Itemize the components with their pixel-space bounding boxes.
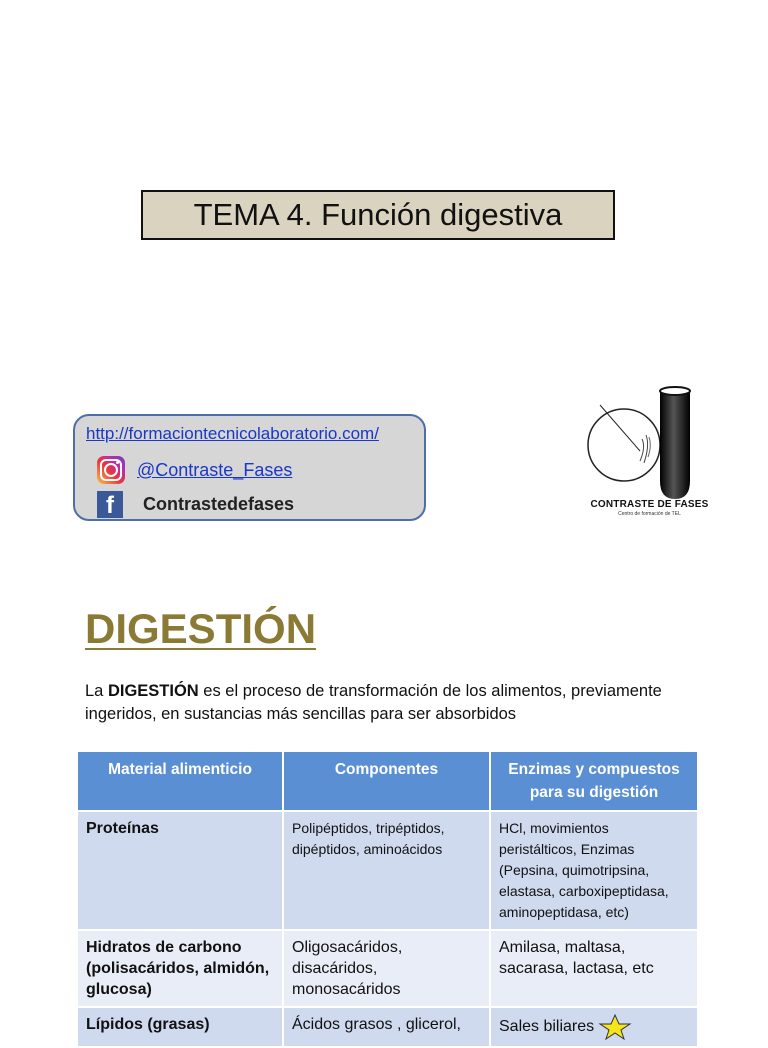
cell-componentes: Ácidos grasos , glicerol,: [283, 1007, 490, 1047]
header-componentes: Componentes: [283, 752, 490, 811]
facebook-icon[interactable]: f: [97, 491, 123, 518]
cell-enzimas-container: [490, 1007, 698, 1047]
page-title: [141, 190, 615, 240]
star-icon: [598, 1014, 632, 1040]
contact-box: [73, 414, 426, 521]
cell-enzimas: HCl, movimientos peristálticos, Enzimas (Pepsina, quimotripsina, elastasa, carboxipeptidasa, aminopeptidasa, etc): [490, 811, 698, 930]
section-heading: DIGESTIÓN: [85, 605, 317, 652]
intro-rest: es el proceso de transformación de los alimentos, previamente ingeridos, en sustancias más sencillas para ser absorbidos: [85, 682, 662, 723]
contraste-de-fases-logo: [582, 383, 717, 518]
cell-componentes: Oligosacáridos, disacáridos, monosacáridos: [283, 930, 490, 1007]
table-row: [78, 1007, 698, 1047]
cell-material: Lípidos (grasas): [78, 1007, 283, 1047]
cell-componentes: Polipéptidos, tripéptidos, dipéptidos, aminoácidos: [283, 811, 490, 930]
table-row: [78, 811, 698, 930]
instagram-link[interactable]: @Contraste_Fases: [137, 460, 293, 480]
header-material: Material alimenticio: [78, 752, 283, 811]
cell-enzimas: Sales biliares: [499, 1018, 595, 1036]
logo-subtitle: Centro de formación de TEL: [618, 511, 681, 517]
intro-paragraph: [85, 680, 725, 726]
digestion-table: [78, 752, 699, 1048]
instagram-icon[interactable]: [97, 456, 125, 484]
facebook-name: Contrastedefases: [143, 494, 295, 514]
title-text: TEMA 4. Función digestiva: [193, 197, 563, 232]
cell-material: Hidratos de carbono (polisacáridos, almidón, glucosa): [78, 930, 283, 1007]
logo-name: CONTRASTE DE FASES: [590, 499, 709, 510]
cell-enzimas: Amilasa, maltasa, sacarasa, lactasa, etc: [490, 930, 698, 1007]
header-enzimas: Enzimas y compuestos para su digestión: [490, 752, 698, 811]
intro-bold: DIGESTIÓN: [107, 682, 199, 700]
intro-prefix: La: [85, 682, 108, 700]
table-row: [78, 930, 698, 1007]
website-link[interactable]: http://formaciontecnicolaboratorio.com/: [86, 424, 379, 443]
cell-material: Proteínas: [78, 811, 283, 930]
table-header-row: [78, 752, 698, 811]
